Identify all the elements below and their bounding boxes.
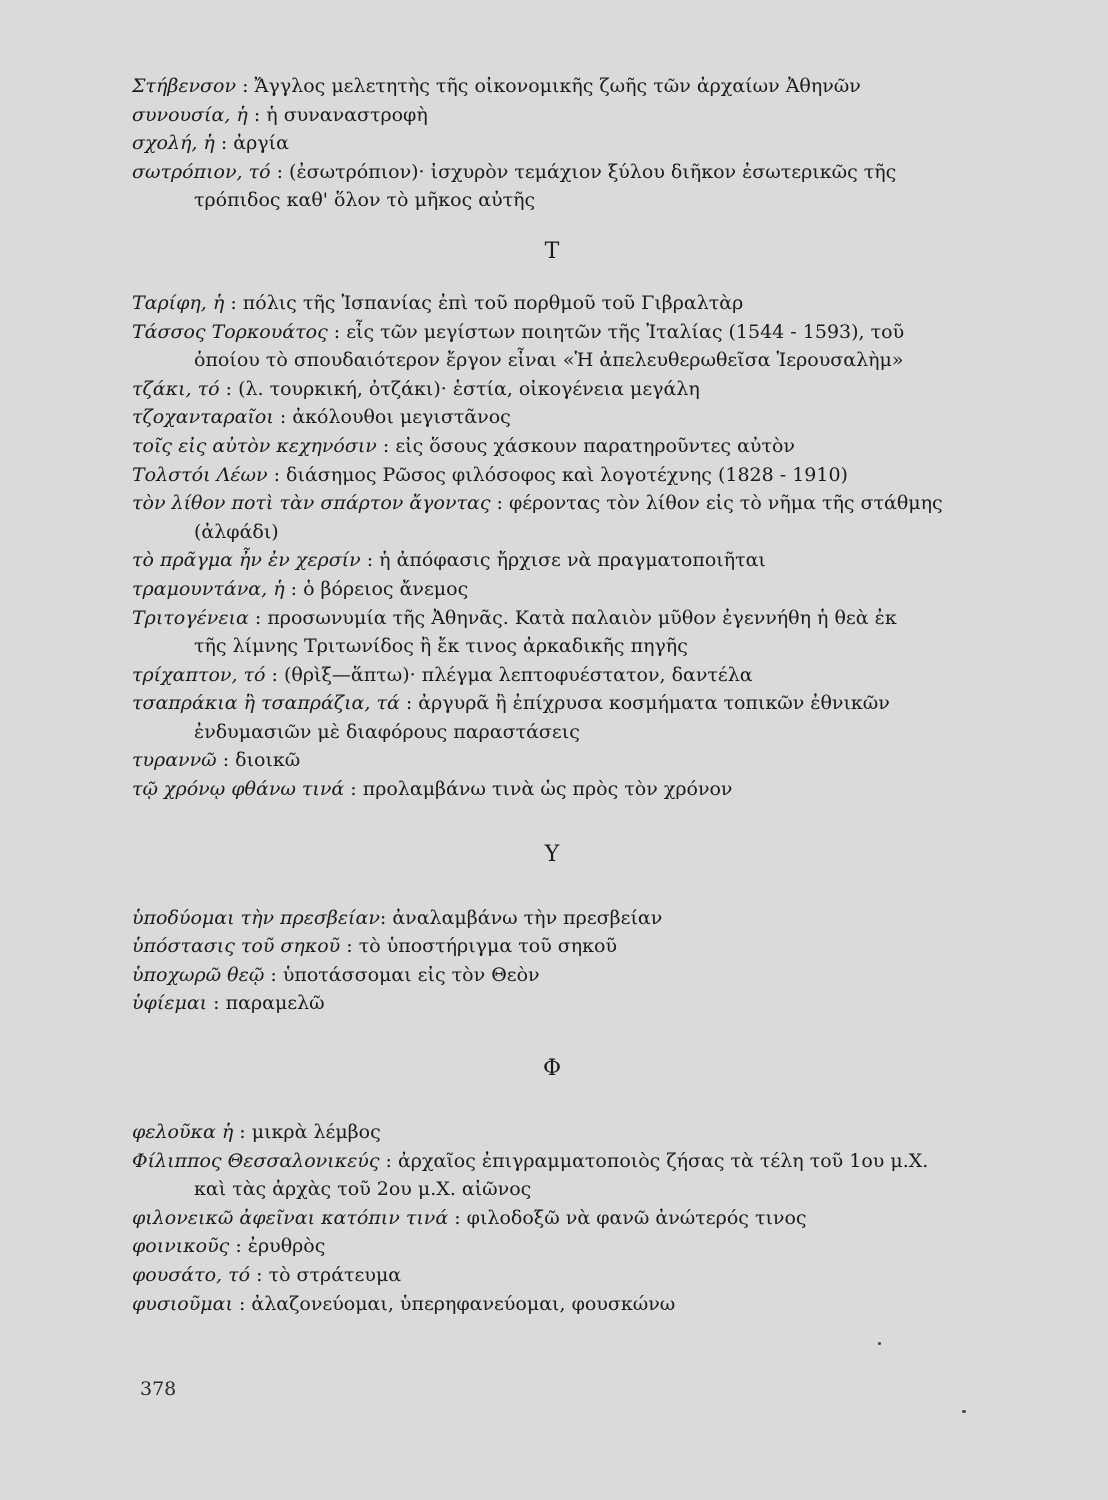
glossary [132,72,988,1318]
glossary-entry: ὑπόστασις τοῦ σηκοῦ : τὸ ὑποστήριγμα τοῦ σηκοῦ [132,935,617,958]
glossary-entry: τρίχαπτον, τό : (θρὶξ—ἅπτω)· πλέγμα λεπτοφυέστατον, δαντέλα [132,663,753,686]
glossary-entry: φουσάτο, τό : τὸ στράτευμα [132,1264,402,1286]
page-number: 378 [140,1378,177,1400]
section-sigma-continued [132,72,988,215]
glossary-entry: ὑφίεμαι : παραμελῶ [132,992,325,1015]
glossary-entry: φελοῦκα ἡ : μικρὰ λέμβος [132,1121,381,1144]
glossary-entry-continuation: ἐνδυμασιῶν μὲ διαφόρους παραστάσεις [194,720,580,743]
glossary-entry-continuation: τρόπιδος καθ' ὅλον τὸ μῆκος αὐτῆς [194,189,536,212]
glossary-entry: Τάσσος Τορκουάτος : εἷς τῶν μεγίστων ποιητῶν τῆς Ἰταλίας (1544 - 1593), τοῦ [132,320,905,343]
section-letter-tau: Τ [544,238,560,264]
glossary-entry: τὸ πρᾶγμα ἦν ἐν χερσίν : ἡ ἀπόφασις ἤρχισε νὰ πραγματοποιῆται [132,549,766,572]
glossary-entry: ὑποδύομαι τὴν πρεσβείαν: ἀναλαμβάνω τὴν πρεσβείαν [132,906,663,929]
glossary-entry: συνουσία, ἡ : ἡ συναναστροφὴ [132,103,428,126]
glossary-entry-continuation: (ἀλφάδι) [194,520,279,543]
glossary-entry: Ταρίφη, ἡ : πόλις τῆς Ἱσπανίας ἐπὶ τοῦ πορθμοῦ τοῦ Γιβραλτὰρ [132,291,744,314]
glossary-entry: ὑποχωρῶ θεῷ : ὑποτάσσομαι εἰς τὸν Θεὸν [132,963,540,986]
glossary-entry: φυσιοῦμαι : ἀλαζονεύομαι, ὑπερηφανεύομαι, φουσκώνω [132,1292,676,1315]
glossary-entry: Στήβενσον : Ἄγγλος μελετητὴς τῆς οἰκονομικῆς ζωῆς τῶν ἀρχαίων Ἀθηνῶν [132,75,861,97]
glossary-entry-continuation: ὁποίου τὸ σπουδαιότερον ἔργον εἶναι «Ἡ ἀπελευθερωθεῖσα Ἱερουσαλὴμ» [194,349,904,372]
glossary-entry: φοινικοῦς : ἐρυθρὸς [132,1235,326,1258]
speck-mark [962,1410,966,1413]
glossary-entry: φιλονεικῶ ἀφεῖναι κατόπιν τινά : φιλοδοξῶ νὰ φανῶ ἀνώτερός τινος [132,1206,807,1229]
section-letter-phi: Φ [542,1056,562,1082]
glossary-entry: Τριτογένεια : προσωνυμία τῆς Ἀθηνᾶς. Κατὰ παλαιὸν μῦθον ἐγεννήθη ἡ θεὰ ἐκ [132,606,897,629]
glossary-entry-continuation: καὶ τὰς ἀρχὰς τοῦ 2ου μ.Χ. αἰῶνος [194,1178,532,1201]
glossary-entry: Φίλιππος Θεσσαλονικεύς : ἀρχαῖος ἐπιγραμματοποιὸς ζήσας τὰ τέλη τοῦ 1ου μ.Χ. [132,1149,929,1172]
glossary-entry: τυραννῶ : διοικῶ [132,749,301,772]
glossary-entry: τῷ χρόνῳ φθάνω τινά : προλαμβάνω τινὰ ὡς πρὸς τὸν χρόνον [132,778,733,801]
glossary-entry: τσαπράκια ἢ τσαπράζια, τά : ἀργυρᾶ ἢ ἐπίχρυσα κοσμήματα τοπικῶν ἐθνικῶν [132,692,890,715]
glossary-entry: Τολστόι Λέων : διάσημος Ρῶσος φιλόσοφος καὶ λογοτέχνης (1828 - 1910) [132,463,848,486]
section-upsilon [132,904,988,1018]
section-phi [132,1118,988,1318]
glossary-entry: τζάκι, τό : (λ. τουρκική, ὀτζάκι)· ἑστία, οἰκογένεια μεγάλη [132,377,700,400]
glossary-entry-continuation: τῆς λίμνης Τριτωνίδος ἢ ἔκ τινος ἀρκαδικῆς πηγῆς [194,635,688,658]
section-tau [132,289,988,804]
glossary-entry: σωτρόπιον, τό : (ἐσωτρόπιον)· ἰσχυρὸν τεμάχιον ξύλου διῆκον ἐσωτερικῶς τῆς [132,160,897,183]
glossary-entry: τραμουντάνα, ἡ : ὁ βόρειος ἄνεμος [132,577,469,600]
speck-mark [878,1342,881,1345]
glossary-entry: τὸν λίθον ποτὶ τὰν σπάρτον ἄγοντας : φέροντας τὸν λίθον εἰς τὸ νῆμα τῆς στάθμης [132,492,943,515]
section-letter-upsilon: Υ [544,841,560,867]
glossary-entry: σχολή, ἡ : ἀργία [132,132,289,155]
glossary-entry: τζοχανταραῖοι : ἀκόλουθοι μεγιστᾶνος [132,406,511,429]
glossary-entry: τοῖς εἰς αὐτὸν κεχηνόσιν : εἰς ὅσους χάσκουν παρατηροῦντες αὐτὸν [132,434,795,457]
